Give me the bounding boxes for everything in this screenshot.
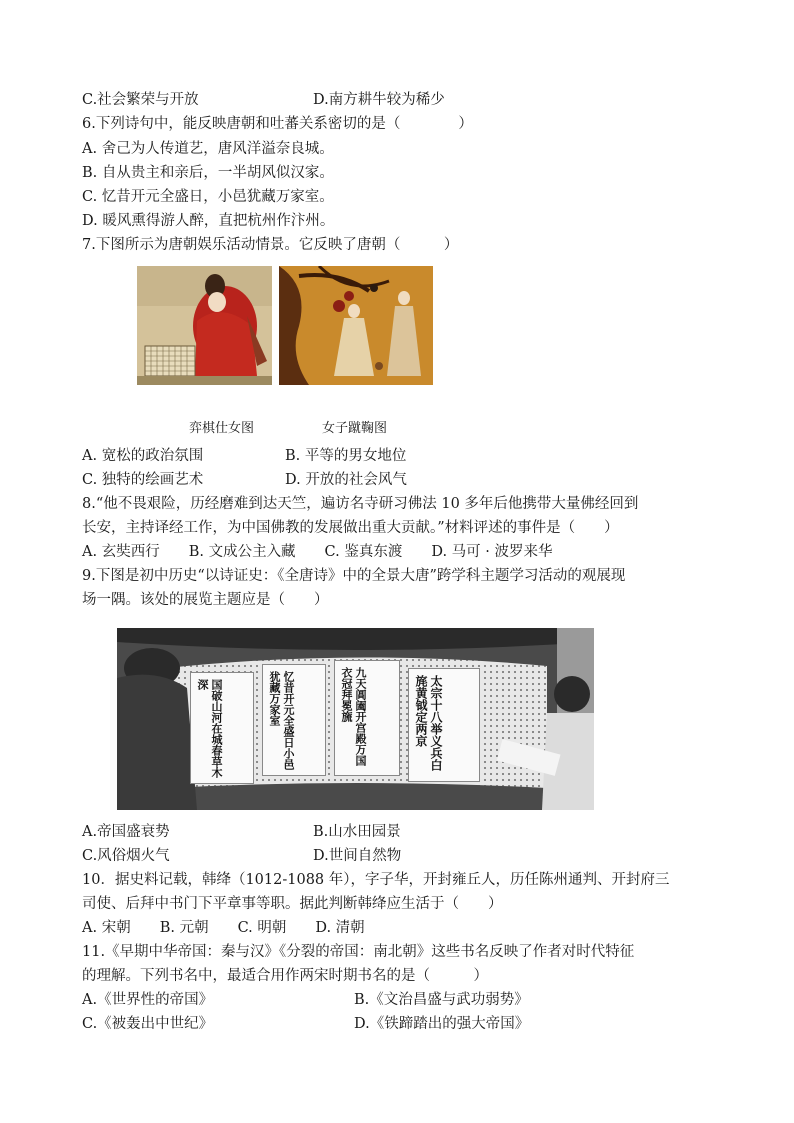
q11-option-c: C.《被轰出中世纪》 (82, 1016, 214, 1032)
q8-options: A. 玄奘西行 B. 文成公主入藏 C. 鉴真东渡 D. 马可 · 波罗来华 (82, 544, 553, 560)
q8-stem-line2: 长安，主持译经工作，为中国佛教的发展做出重大贡献。”材料评述的事件是（ ） (82, 520, 619, 536)
q6-option-a: A. 舍己为人传道艺，唐风洋溢奈良城。 (82, 141, 334, 157)
scroll-1 (190, 672, 254, 784)
q7-option-a: A. 宽松的政治氛围 (82, 448, 204, 464)
q11-stem-line1: 11.《早期中华帝国：秦与汉》《分裂的帝国：南北朝》这些书名反映了作者对时代特征 (82, 944, 635, 960)
scroll-1-text: 国破山河在城春草木深 (196, 679, 223, 778)
q11-option-b: B.《文治昌盛与武功弱势》 (354, 992, 529, 1008)
q10-options: A. 宋朝 B. 元朝 C. 明朝 D. 清朝 (82, 920, 365, 936)
scroll-2 (262, 664, 326, 776)
q9-stem-line1: 9.下图是初中历史“以诗证史：《全唐诗》中的全景大唐”跨学科主题学习活动的观展现 (82, 568, 626, 584)
q9-option-b: B.山水田园景 (313, 824, 401, 840)
q11-option-a: A.《世界性的帝国》 (82, 992, 214, 1008)
q9-option-a: A.帝国盛衰势 (82, 824, 170, 840)
exhibition-photo (117, 628, 594, 810)
scroll-4 (408, 668, 480, 782)
painting-cuju-women (279, 266, 433, 385)
q8-stem-line1: 8.“他不畏艰险，历经磨难到达天竺，遍访名寺研习佛法 10 多年后他携带大量佛经回到 (82, 496, 639, 512)
scroll-4-text: 太宗十八举义兵白旄黄钺定两京 (414, 675, 443, 771)
scroll-2-text: 忆昔开元全盛日小邑犹藏万家室 (268, 671, 295, 770)
q9-option-c: C.风俗烟火气 (82, 848, 170, 864)
painting-go-lady (137, 266, 272, 385)
q9-option-d: D.世间自然物 (313, 848, 402, 864)
caption-go-lady: 弈棋仕女图 (189, 421, 255, 436)
q11-stem-line2: 的理解。下列书名中，最适合用作两宋时期书名的是（ ） (82, 968, 488, 984)
q5-option-d: D.南方耕牛较为稀少 (313, 92, 445, 108)
q7-option-c: C. 独特的绘画艺术 (82, 472, 204, 488)
q10-stem-line1: 10．据史料记载，韩绛（1012-1088 年），字子华，开封雍丘人，历任陈州通判、开封府三 (82, 872, 670, 888)
q6-option-b: B. 自从贵主和亲后，一半胡风似汉家。 (82, 165, 334, 181)
cuju-illustration (279, 266, 433, 385)
scroll-3-text: 九天阊阖开宫殿万国衣冠拜冕旒 (340, 667, 367, 766)
scroll-3 (334, 660, 400, 776)
q11-option-d: D.《铁蹄踏出的强大帝国》 (354, 1016, 530, 1032)
q5-option-c: C.社会繁荣与开放 (82, 92, 199, 108)
q6-option-d: D. 暖风熏得游人醉，直把杭州作汴州。 (82, 213, 335, 229)
q10-stem-line2: 司使、后拜中书门下平章事等职。据此判断韩绛应生活于（ ） (82, 896, 503, 912)
q7-option-b: B. 平等的男女地位 (285, 448, 407, 464)
caption-cuju: 女子蹴鞠图 (322, 421, 388, 436)
q7-option-d: D. 开放的社会风气 (285, 472, 407, 488)
q6-stem: 6.下列诗句中，能反映唐朝和吐蕃关系密切的是（ ） (82, 116, 473, 132)
q7-stem: 7.下图所示为唐朝娱乐活动情景。它反映了唐朝（ ） (82, 237, 459, 253)
q6-option-c: C. 忆昔开元全盛日，小邑犹藏万家室。 (82, 189, 334, 205)
go-lady-illustration (137, 266, 272, 385)
q9-stem-line2: 场一隅。该处的展览主题应是（ ） (82, 592, 329, 608)
